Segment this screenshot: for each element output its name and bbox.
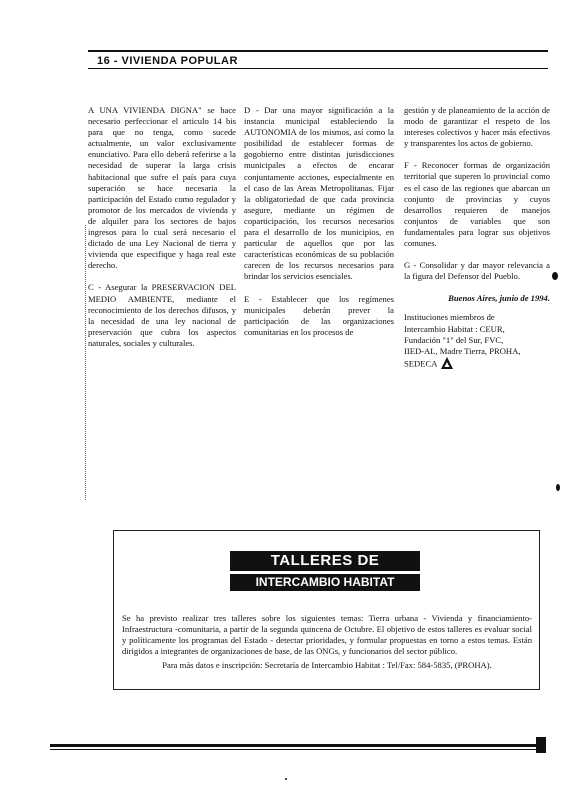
signature-line: Fundación "1" del Sur, FVC,: [404, 334, 504, 345]
signature-line-text: SEDECA: [404, 358, 437, 369]
banner-title: TALLERES DE: [230, 551, 420, 571]
scan-speck: [285, 778, 287, 780]
workshop-text: [122, 613, 532, 671]
signature-line: Instituciones miembros de: [404, 312, 495, 323]
page-header: 16 - VIVIENDA POPULAR: [97, 55, 238, 67]
paragraph: C - Asegurar la PRESERVACION DEL MEDIO AMBIENTE, mediante el reconocimiento de los derechos difusos, y la necesidad de una ley nacional de preservación que cubra los aspectos naturales, sociales y culturales.: [88, 282, 236, 348]
column-3: [404, 105, 550, 372]
triangle-logo-icon: [441, 357, 453, 372]
header-rule-top: [88, 50, 548, 52]
paragraph: D - Dar una mayor significación a la instancia municipal estableciendo la AUTONOMIA de los mismos, así como la posibilidad de establecer formas de gogobierno entre distintas jurisdicciones municipales a efectos de encarar conjuntamente acciones, especialmente en el caso de las Areas Metropolitanas. Fijar la obligatoriedad de que cada provincia asegure, mediante un régimen de coparticipación, los recursos necesarios para el desarrollo de los municipios, en particular de aquellos que por las características económicas de su población carecen de los recursos necesarios para brindar los servicios esenciales.: [244, 105, 394, 282]
footer-rule-thin: [50, 749, 540, 750]
paragraph: G - Consolidar y dar mayor relevancia a la figura del Defensor del Pueblo.: [404, 260, 550, 282]
footer-rule: [50, 744, 540, 747]
header-rule-bottom: [88, 68, 548, 69]
workshop-paragraph: Se ha previsto realizar tres talleres sobre los siguientes temas: Tierra urbana - Vivienda y financiamiento- Infraestructura -comunitaria, a partir de la segunda quincena de Octubre. El objetivo de estos talleres es evaluar social y políticamente los programas del Estado - detectar prioridades, y formular propuestas en torno a estos temas. Están dirigidos a integrantes de organizaciones de base, de las ONGs, y funcionarios del sector público.: [122, 613, 532, 657]
signature-date: Buenos Aires, junio de 1994.: [448, 293, 550, 304]
banner-subtitle: INTERCAMBIO HABITAT: [230, 573, 420, 591]
paragraph: F - Reconocer formas de organización territorial que superen lo provincial como es el caso de las regiones que abarcan un conjunto de provincias y cuyos desarrollos requieren de manejos conjuntos de variables que son fundamentales para lograr sus objetivos comunes.: [404, 160, 550, 249]
scan-speck: [556, 484, 560, 491]
scan-speck: [552, 272, 558, 280]
paragraph: gestión y de planeamiento de la acción de modo de garantizar el respeto de los intereses colectivos y hacer más efectivos y transparentes los actos de gobierno.: [404, 105, 550, 149]
footer-marker: [536, 737, 546, 753]
paragraph: E - Establecer que los regímenes municipales deberán prever la participación de las organizaciones comunitarias en los procesos de: [244, 293, 394, 337]
workshop-banner: [230, 551, 420, 591]
signature-line: IIED-AL, Madre Tierra, PROHA,: [404, 345, 521, 356]
column-2: [244, 105, 394, 349]
signature-line: [404, 357, 550, 372]
workshop-box: [113, 530, 540, 690]
signature-line: Intercambio Habitat : CEUR,: [404, 323, 505, 334]
workshop-contact: Para más datos e inscripción: Secretaría de Intercambio Habitat : Tel/Fax: 584-5835, (PROHA).: [162, 660, 492, 671]
paragraph: A UNA VIVIENDA DIGNA" se hace necesario perfeccionar el articulo 14 bis para que no tenga, como sucede actualmente, un valor exclusivamente enunciativo. Para ello deberá referirse a la necesidad de superar la larga crisis habitacional que sufre el país para cuya superación se hace necesaria la participación del Estado como regulador y promotor de los mercados de vivienda y de alquiler para los sectores de bajos ingresos para lo cual será necesario el dictado de una Ley Nacional de tierra y vivienda que especifique y haga real este derecho.: [88, 105, 236, 271]
column-1: [88, 105, 236, 360]
